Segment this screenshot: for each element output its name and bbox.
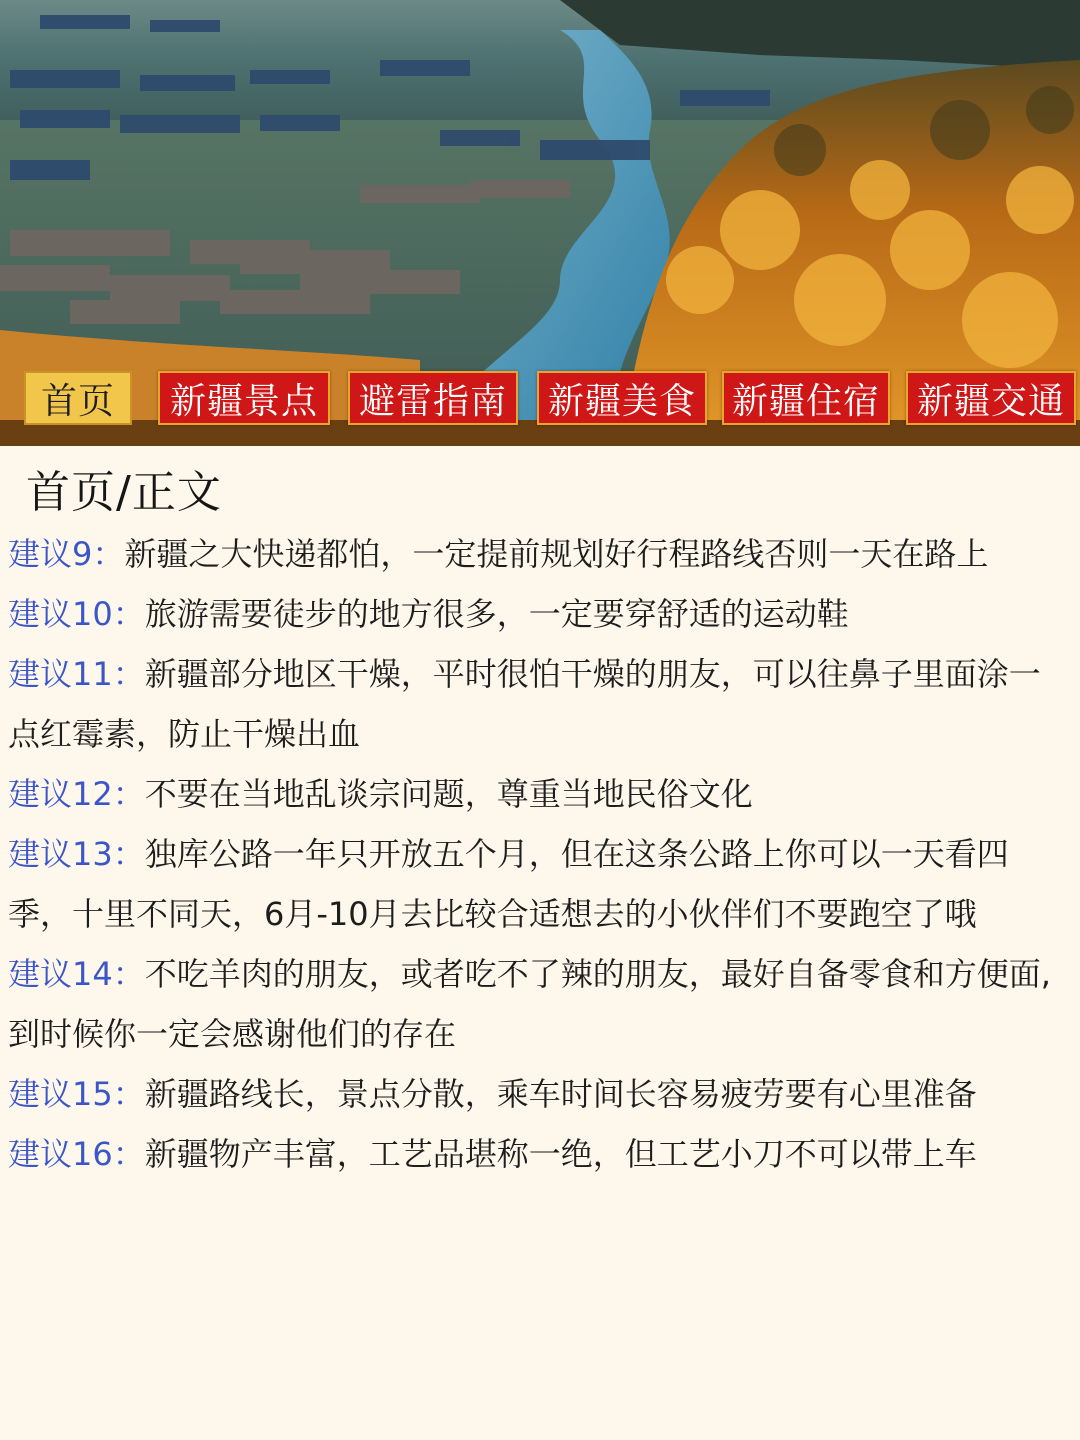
tip-text: 旅游需要徒步的地方很多，一定要穿舒适的运动鞋 xyxy=(144,595,849,633)
nav-home-button[interactable]: 首页 xyxy=(24,371,132,425)
tip-item xyxy=(8,524,1070,584)
tip-label: 建议16： xyxy=(8,1135,145,1173)
tip-item xyxy=(8,1124,1070,1184)
tip-label: 建议12： xyxy=(8,775,145,813)
tip-item xyxy=(8,584,1070,644)
tip-text: 不吃羊肉的朋友，或者吃不了辣的朋友，最好自备零食和方便面,到时候你一定会感谢他们的存在 xyxy=(8,955,1051,1053)
nav-lodging-button[interactable]: 新疆住宿 xyxy=(722,371,890,425)
tip-label: 建议14： xyxy=(8,955,145,993)
tip-item xyxy=(8,1064,1070,1124)
nav-transport-button[interactable]: 新疆交通 xyxy=(906,371,1076,425)
tip-item xyxy=(8,644,1070,764)
tip-label: 建议15： xyxy=(8,1075,145,1113)
tip-item xyxy=(8,824,1070,944)
hero-banner xyxy=(0,0,1080,446)
top-nav-bar xyxy=(0,365,1080,429)
article-body xyxy=(8,524,1070,1184)
tip-text: 新疆物产丰富，工艺品堪称一绝，但工艺小刀不可以带上车 xyxy=(144,1135,977,1173)
tip-text: 独库公路一年只开放五个月，但在这条公路上你可以一天看四季，十里不同天，6月-10月去比较合适想去的小伙伴们不要跑空了哦 xyxy=(8,835,1009,933)
breadcrumb: 首页/正文 xyxy=(26,467,222,518)
tip-item xyxy=(8,764,1070,824)
tip-text: 新疆路线长，景点分散，乘车时间长容易疲劳要有心里准备 xyxy=(144,1075,977,1113)
nav-food-button[interactable]: 新疆美食 xyxy=(537,371,707,425)
tip-label: 建议10： xyxy=(8,595,145,633)
tip-label: 建议13： xyxy=(8,835,145,873)
tip-text: 不要在当地乱谈宗问题，尊重当地民俗文化 xyxy=(144,775,753,813)
tip-text: 新疆部分地区干燥，平时很怕干燥的朋友，可以往鼻子里面涂一点红霉素，防止干燥出血 xyxy=(8,655,1041,753)
tip-item xyxy=(8,944,1070,1064)
tip-label: 建议9： xyxy=(8,535,125,573)
tip-label: 建议11： xyxy=(8,655,145,693)
nav-attractions-button[interactable]: 新疆景点 xyxy=(158,371,330,425)
tip-text: 新疆之大快递都怕，一定提前规划好行程路线否则一天在路上 xyxy=(124,535,989,573)
nav-pitfall-guide-button[interactable]: 避雷指南 xyxy=(348,371,518,425)
